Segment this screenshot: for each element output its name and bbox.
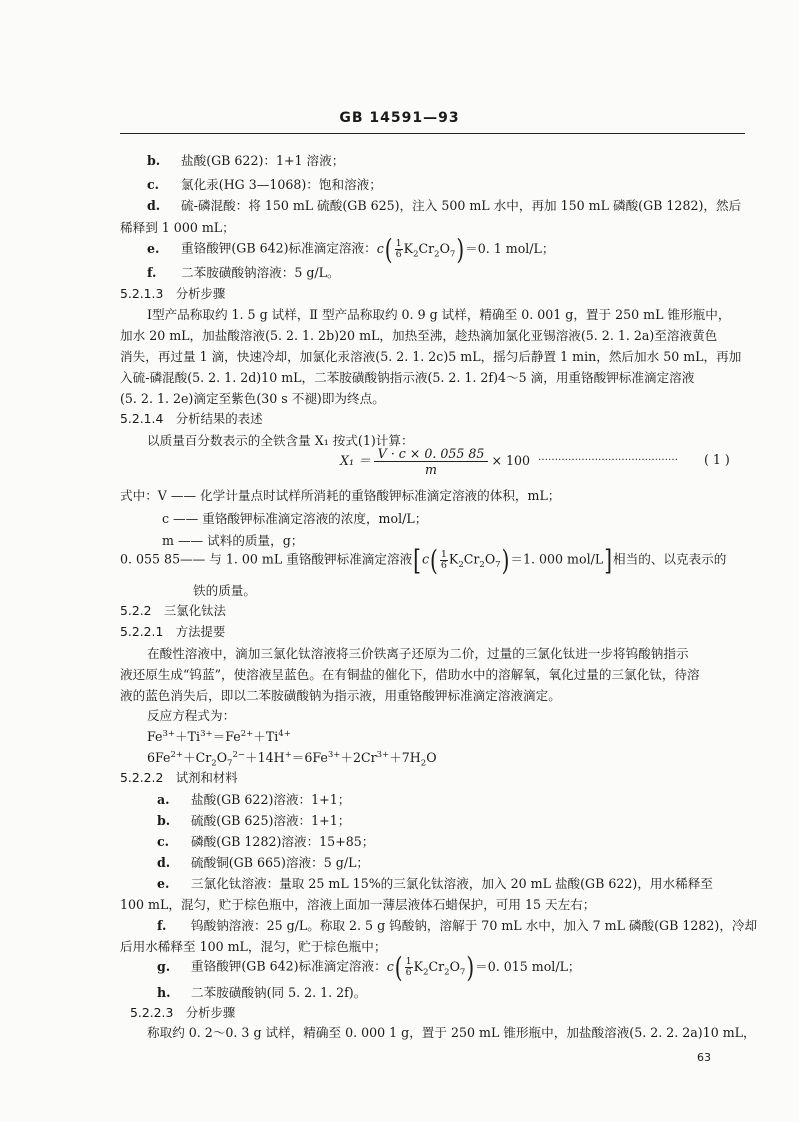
paragraph-line: Ⅰ型产品称取约 1. 5 g 试样，Ⅱ 型产品称取约 0. 9 g 试样，精确至 0. 001 g，置于 250 mL 锥形瓶中， xyxy=(147,307,731,322)
reaction-equation-1: $Fe^{3+}+Ti^{3+}=Fe^{2+}+Ti^{4+}$ xyxy=(147,728,291,744)
paragraph-line: 反应方程式为： xyxy=(147,708,236,723)
page-number: 63 xyxy=(697,1051,711,1064)
paragraph-line: 在酸性溶液中，滴加三氯化钛溶液将三价铁离子还原为二价，过量的三氯化钛进一步将钨酸钠指示 xyxy=(147,646,689,661)
list-item-continuation: 稀释到 1 000 mL； xyxy=(120,220,235,235)
list-item: d. 硫酸铜(GB 665)溶液：5 g/L； xyxy=(157,855,370,870)
paragraph-line: 加水 20 mL，加盐酸溶液(5. 2. 1. 2b)20 mL，加热至沸，趁热滴加氯化亚锡溶液(5. 2. 1. 2a)至溶液黄色 xyxy=(120,328,718,343)
header-rule xyxy=(120,133,745,134)
list-item-continuation: 100 mL，混匀，贮于棕色瓶中，溶液上面加一薄层液体石蜡保护，可用 15 天左右； xyxy=(120,897,596,912)
paragraph-line: 称取约 0. 2～0. 3 g 试样，精确至 0. 000 1 g，置于 250 mL 锥形瓶中，加盐酸溶液(5. 2. 2. 2a)10 mL， xyxy=(147,1025,756,1040)
list-item: b. 盐酸(GB 622)：1+1 溶液； xyxy=(147,153,345,168)
list-item-continuation: 后用水稀释至 100 mL，混匀，贮于棕色瓶中； xyxy=(120,939,387,954)
section-heading-5-2-2: 5.2.2 三氯化钛法 xyxy=(120,603,226,618)
where-line: c —— 重铬酸钾标准滴定溶液的浓度，mol/L； xyxy=(162,511,428,526)
constant-definition: 0. 055 85—— 与 1. 00 mL 重铬酸钾标准滴定溶液[c( $\frac{1}{6}$ $K_2Cr_2O_7)=1$. 000 mol/L]相当的、以克表示的 xyxy=(120,543,727,577)
constant-definition-tail: 铁的质量。 xyxy=(193,583,256,598)
list-item: f. 钨酸钠溶液：25 g/L。称取 2. 5 g 钨酸钠，溶解于 70 mL 水中，加入 7 mL 磷酸(GB 1282)，冷却 xyxy=(157,918,758,933)
reaction-equation-2: $6Fe^{2+}+Cr_2O_7^{2-}+14H^+=6Fe^{3+}+2Cr^{3+}+7H_2O$ xyxy=(147,749,437,769)
section-heading-5-2-2-2: 5.2.2.2 试剂和材料 xyxy=(120,770,238,785)
section-heading-5-2-2-3: 5.2.2.3 分析步骤 xyxy=(130,1005,236,1020)
paragraph-line: 液还原生成“钨蓝”，使溶液呈蓝色。在有铜盐的催化下，借助水中的溶解氧，氧化过量的三氯化钛，待溶 xyxy=(120,667,700,682)
list-item: a. 盐酸(GB 622)溶液：1+1； xyxy=(157,792,351,807)
paragraph-line: 消失，再过量 1 滴，快速冷却，加氯化汞溶液(5. 2. 1. 2c)5 mL，摇匀后静置 1 min，然后加水 50 mL，再加 xyxy=(120,349,742,364)
standard-number: GB 14591—93 xyxy=(339,110,460,126)
paragraph-line: 液的蓝色消失后，即以二苯胺磺酸钠为指示液，用重铬酸钾标准滴定溶液滴定。 xyxy=(120,688,561,703)
list-item: c. 磷酸(GB 1282)溶液：15+85； xyxy=(157,834,375,849)
concentration-formula-3: c( $\frac{1}{6}$ $K_2Cr_2O_7)=0$. 015 mol/L； xyxy=(386,950,581,984)
formula-intro: 以质量百分数表示的全铁含量 X₁ 按式(1)计算： xyxy=(147,433,414,448)
section-heading-5-2-1-4: 5.2.1.4 分析结果的表述 xyxy=(120,411,263,426)
concentration-formula-1: c( $\frac{1}{6}$ $K_2Cr_2O_7)=0$. 1 mol/L； xyxy=(376,232,555,266)
where-line: m —— 试料的质量，g； xyxy=(162,533,304,548)
list-item: d. 硫-磷混酸：将 150 mL 硫酸(GB 625)，注入 500 mL 水中，再加 150 mL 磷酸(GB 1282)，然后 xyxy=(147,198,742,213)
list-item: c. 氯化汞(HG 3—1068)：饱和溶液； xyxy=(147,177,382,192)
section-heading-5-2-1-3: 5.2.1.3 分析步骤 xyxy=(120,286,226,301)
list-item: b. 硫酸(GB 625)溶液：1+1； xyxy=(157,813,351,828)
list-item: e. 重铬酸钾(GB 642)标准滴定溶液：c( $\frac{1}{6}$ $K_2Cr_2O_7)=0$. 1 mol/L； xyxy=(147,232,555,266)
paragraph-line: 入硫-磷混酸(5. 2. 1. 2d)10 mL，二苯胺磺酸钠指示液(5. 2. 1. 2f)4～5 滴，用重铬酸钾标准滴定溶液 xyxy=(120,370,695,385)
equation-1: X₁ ＝ $\frac{V \cdot c \times 0. 055 85}{m}$ × 100 xyxy=(340,446,531,477)
paragraph-line: (5. 2. 1. 2e)滴定至紫色(30 s 不褪)即为终点。 xyxy=(120,391,385,406)
where-line: 式中：V —— 化学计量点时试样所消耗的重铬酸钾标准滴定溶液的体积，mL； xyxy=(120,488,561,503)
equation-leader-dots: …………………………………… xyxy=(538,452,678,463)
list-item: f. 二苯胺磺酸钠溶液：5 g/L。 xyxy=(147,265,340,280)
list-item: g. 重铬酸钾(GB 642)标准滴定溶液：c( $\frac{1}{6}$ $K_2Cr_2O_7)=0$. 015 mol/L； xyxy=(157,950,581,984)
list-item: h. 二苯胺磺酸钠(同 5. 2. 1. 2f)。 xyxy=(157,985,367,1000)
list-item: e. 三氯化钛溶液：量取 25 mL 15%的三氯化钛溶液，加入 20 mL 盐酸(GB 622)，用水稀释至 xyxy=(157,876,713,891)
section-heading-5-2-2-1: 5.2.2.1 方法提要 xyxy=(120,624,226,639)
equation-number: ( 1 ) xyxy=(704,452,730,467)
